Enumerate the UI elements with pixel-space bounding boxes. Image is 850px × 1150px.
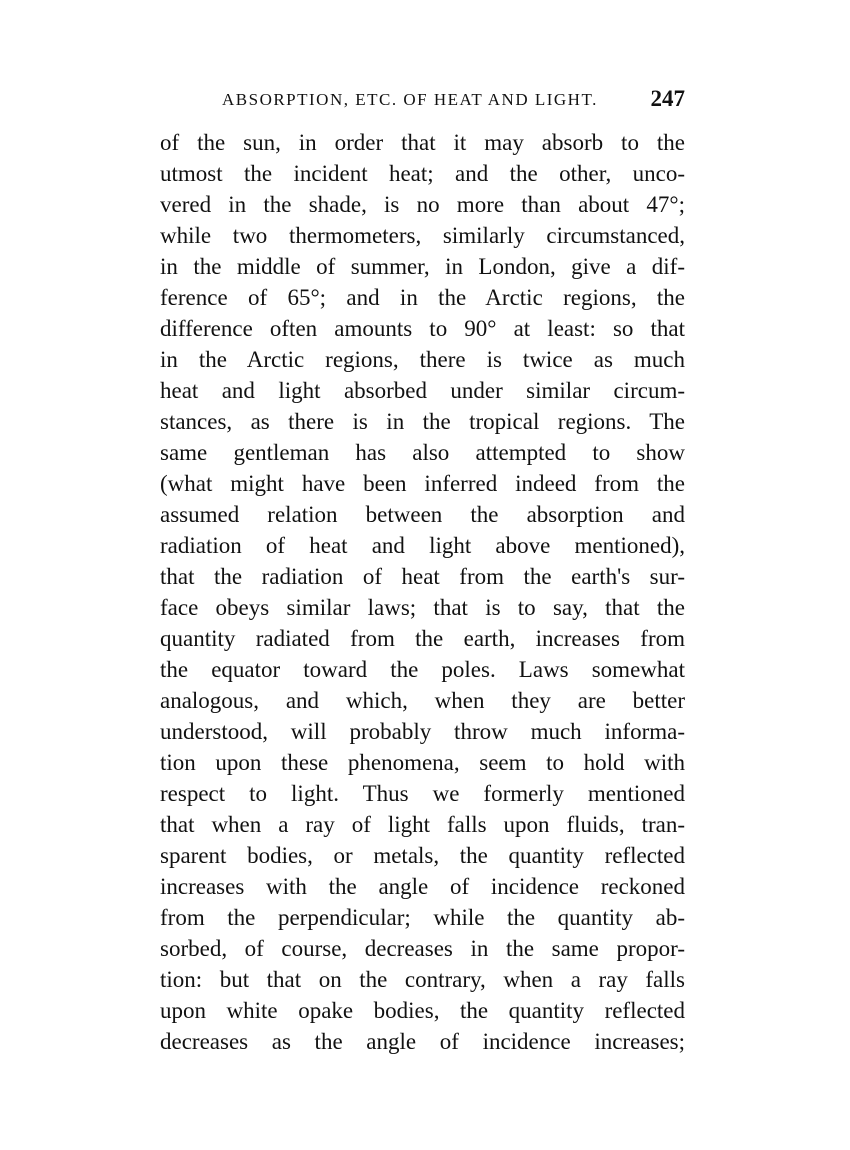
italic-text: white opake [226,998,354,1023]
italic-text: decreases [364,936,453,961]
body-text [160,127,685,1057]
text-line: assumed relation between the absorption and [160,502,685,527]
italic-text: decreases [160,1029,249,1054]
text-line: ference of 65°; and in the Arctic regions, the [160,285,685,310]
text-line: sparent bodies, or metals, the quantity reflected [160,843,685,868]
running-header [160,86,685,116]
text-line: decreases as the angle of incidence increases; [160,1029,685,1054]
text-line: vered in the shade, is no more than about 47°; [160,192,685,217]
text-line: difference often amounts to 90° at least: so that [160,316,685,341]
text-line: that the radiation of heat from the earth's sur- [160,564,685,589]
text-line: analogous, and which, when they are better [160,688,685,713]
text-line: in the middle of summer, in London, give a dif- [160,254,685,279]
text-line: radiation of heat and light above mentioned), [160,533,685,558]
text-line: that when a ray of light falls upon fluids, tran- [160,812,685,837]
text-line: (what might have been inferred indeed from the [160,471,685,496]
text-line: upon white opake bodies, the quantity reflected [160,998,685,1023]
text-line: face obeys similar laws; that is to say, that the [160,595,685,620]
text-line: heat and light absorbed under similar circum- [160,378,685,403]
text-line: stances, as there is in the tropical regions. The [160,409,685,434]
running-title: ABSORPTION, ETC. OF HEAT AND LIGHT. [222,90,598,109]
text-line: quantity radiated from the earth, increases from [160,626,685,651]
italic-text: increases [160,874,245,899]
text-line: the equator toward the poles. Laws somewhat [160,657,685,682]
text-line: from the perpendicular; while the quantity ab- [160,905,685,930]
text-line: same gentleman has also attempted to show [160,440,685,465]
text-line: sorbed, of course, decreases in the same propor- [160,936,685,961]
text-line: of the sun, in order that it may absorb to the [160,130,685,155]
text-line: tion: but that on the contrary, when a ray falls [160,967,685,992]
text-line: in the Arctic regions, there is twice as much [160,347,685,372]
text-line: respect to light. Thus we formerly mentioned [160,781,685,806]
text-line: increases with the angle of incidence reckoned [160,874,685,899]
text-line: while two thermometers, similarly circumstanced, [160,223,685,248]
text-line: understood, will probably throw much informa- [160,719,685,744]
text-line: tion upon these phenomena, seem to hold with [160,750,685,775]
page-number: 247 [650,86,685,111]
text-line: utmost the incident heat; and the other, unco- [160,161,685,186]
